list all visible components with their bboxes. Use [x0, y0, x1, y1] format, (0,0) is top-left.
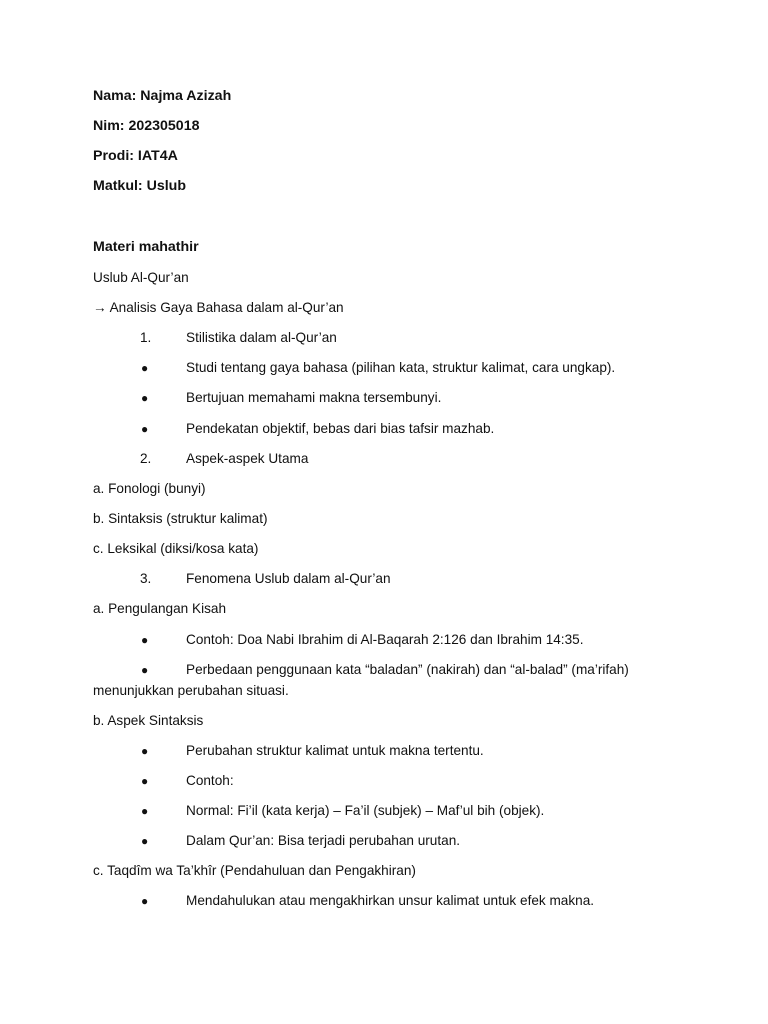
list-item: Studi tentang gaya bahasa (pilihan kata, struktur kalimat, cara ungkap).	[186, 360, 616, 375]
numbered-heading: Aspek-aspek Utama	[186, 451, 309, 466]
list-item: Perbedaan penggunaan kata “baladan” (nakirah) dan “al-balad” (ma’rifah)	[186, 662, 629, 677]
numbered-heading: Stilistika dalam al-Qur’an	[186, 330, 337, 345]
subtitle: Uslub Al-Qur’an	[93, 270, 189, 285]
sub-heading: c. Leksikal (diksi/kosa kata)	[93, 541, 259, 556]
sub-heading: a. Pengulangan Kisah	[93, 601, 227, 616]
sub-heading: b. Sintaksis (struktur kalimat)	[93, 511, 268, 526]
bullet-icon: ●	[141, 834, 149, 848]
arrow-heading: → Analisis Gaya Bahasa dalam al-Qur’an	[93, 300, 344, 315]
bullet-icon: ●	[141, 894, 149, 908]
student-prodi: Prodi: IAT4A	[93, 148, 178, 164]
bullet-icon: ●	[141, 422, 149, 436]
list-item: Mendahulukan atau mengakhirkan unsur kalimat untuk efek makna.	[186, 893, 595, 908]
bullet-icon: ●	[141, 663, 149, 677]
bullet-icon: ●	[141, 774, 149, 788]
list-item: Dalam Qur’an: Bisa terjadi perubahan urutan.	[186, 833, 461, 848]
list-item-continuation: menunjukkan perubahan situasi.	[93, 683, 289, 698]
bullet-icon: ●	[141, 633, 149, 647]
list-item: Bertujuan memahami makna tersembunyi.	[186, 390, 442, 405]
sub-heading: c. Taqdîm wa Ta’khîr (Pendahuluan dan Pengakhiran)	[93, 863, 416, 878]
section-title: Materi mahathir	[93, 239, 199, 255]
bullet-icon: ●	[141, 804, 149, 818]
list-item: Contoh:	[186, 773, 234, 788]
list-item: Contoh: Doa Nabi Ibrahim di Al-Baqarah 2:126 dan Ibrahim 14:35.	[186, 632, 584, 647]
student-nim: Nim: 202305018	[93, 118, 200, 134]
student-name: Nama: Najma Azizah	[93, 88, 232, 104]
sub-heading: b. Aspek Sintaksis	[93, 713, 204, 728]
list-number: 2.	[140, 451, 152, 466]
list-number: 1.	[140, 330, 152, 345]
bullet-icon: ●	[141, 744, 149, 758]
list-item: Perubahan struktur kalimat untuk makna tertentu.	[186, 743, 484, 758]
sub-heading: a. Fonologi (bunyi)	[93, 481, 206, 496]
bullet-icon: ●	[141, 361, 149, 375]
list-item: Normal: Fi’il (kata kerja) – Fa’il (subjek) – Maf’ul bih (objek).	[186, 803, 545, 818]
list-item: Pendekatan objektif, bebas dari bias tafsir mazhab.	[186, 421, 495, 436]
course-name: Matkul: Uslub	[93, 178, 187, 194]
list-number: 3.	[140, 571, 152, 586]
numbered-heading: Fenomena Uslub dalam al-Qur’an	[186, 571, 391, 586]
bullet-icon: ●	[141, 391, 149, 405]
